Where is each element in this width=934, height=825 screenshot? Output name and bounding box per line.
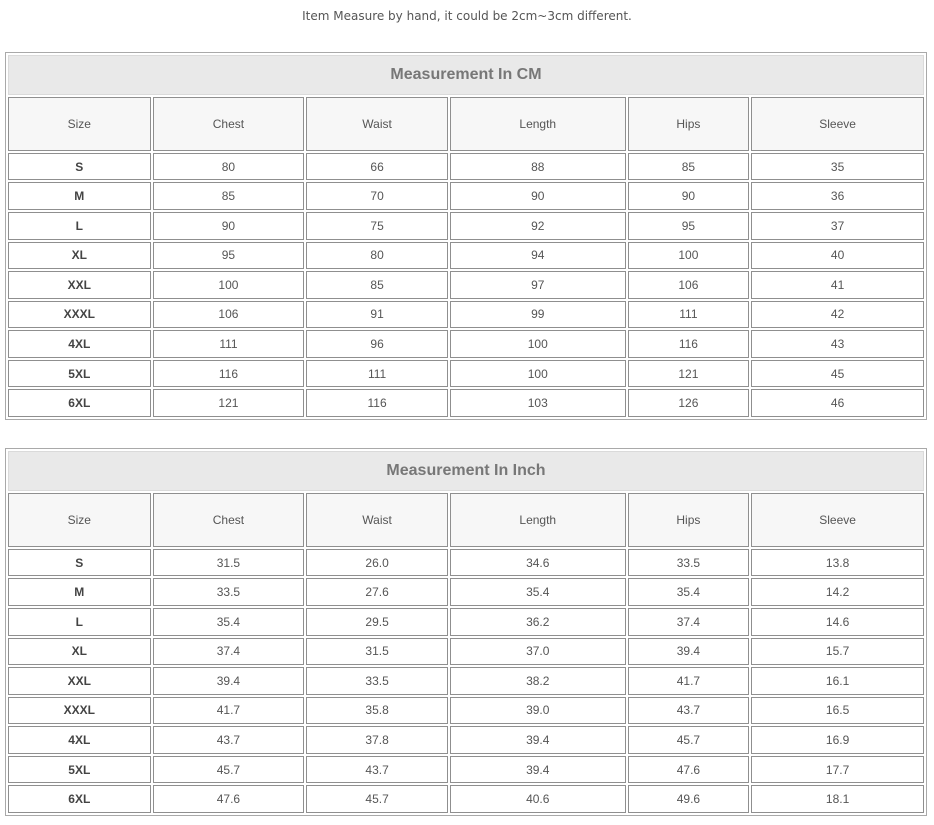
measurement-cell-hips: 106: [628, 271, 750, 299]
size-cell: 4XL: [8, 726, 151, 754]
size-cell: S: [8, 153, 151, 181]
measurement-cell-length: 40.6: [450, 785, 626, 813]
measurement-cell-length: 92: [450, 212, 626, 240]
measurement-cell-length: 99: [450, 301, 626, 329]
measurement-cell-hips: 85: [628, 153, 750, 181]
size-cell: S: [8, 549, 151, 577]
measurement-cell-hips: 116: [628, 330, 750, 358]
measurement-cell-length: 100: [450, 360, 626, 388]
measurement-cell-hips: 100: [628, 242, 750, 270]
measurement-cell-chest: 90: [153, 212, 305, 240]
measurement-cell-chest: 33.5: [153, 578, 305, 606]
column-header-waist: Waist: [306, 493, 448, 547]
size-table-inch: [6, 449, 926, 815]
measurement-cell-waist: 33.5: [306, 667, 448, 695]
measurement-cell-sleeve: 17.7: [751, 756, 924, 784]
measurement-cell-sleeve: 41: [751, 271, 924, 299]
header-row: [8, 97, 924, 151]
measurement-cell-hips: 111: [628, 301, 750, 329]
table-row: [8, 726, 924, 754]
measurement-cell-waist: 45.7: [306, 785, 448, 813]
measurement-cell-waist: 29.5: [306, 608, 448, 636]
size-cell: 5XL: [8, 360, 151, 388]
size-cell: M: [8, 578, 151, 606]
measurement-cell-sleeve: 45: [751, 360, 924, 388]
column-header-chest: Chest: [153, 493, 305, 547]
table-row: [8, 271, 924, 299]
table-title: Measurement In Inch: [8, 451, 924, 491]
measurement-cell-hips: 35.4: [628, 578, 750, 606]
measurement-cell-chest: 41.7: [153, 697, 305, 725]
measurement-cell-hips: 90: [628, 182, 750, 210]
table-row: [8, 182, 924, 210]
measurement-cell-length: 39.4: [450, 756, 626, 784]
column-header-length: Length: [450, 97, 626, 151]
column-header-waist: Waist: [306, 97, 448, 151]
size-cell: 6XL: [8, 785, 151, 813]
measurement-cell-waist: 31.5: [306, 638, 448, 666]
measurement-cell-hips: 47.6: [628, 756, 750, 784]
measurement-cell-chest: 45.7: [153, 756, 305, 784]
measurement-cell-chest: 39.4: [153, 667, 305, 695]
measurement-cell-waist: 35.8: [306, 697, 448, 725]
measurement-cell-chest: 121: [153, 389, 305, 417]
measurement-cell-waist: 43.7: [306, 756, 448, 784]
measurement-cell-chest: 111: [153, 330, 305, 358]
measurement-cell-hips: 39.4: [628, 638, 750, 666]
measurement-cell-sleeve: 42: [751, 301, 924, 329]
measurement-cell-sleeve: 46: [751, 389, 924, 417]
table-row: [8, 638, 924, 666]
measurement-cell-sleeve: 37: [751, 212, 924, 240]
measurement-cell-waist: 75: [306, 212, 448, 240]
measurement-cell-length: 90: [450, 182, 626, 210]
column-header-length: Length: [450, 493, 626, 547]
measurement-cell-waist: 111: [306, 360, 448, 388]
size-cell: 6XL: [8, 389, 151, 417]
measurement-cell-waist: 85: [306, 271, 448, 299]
measurement-cell-waist: 70: [306, 182, 448, 210]
table-row: [8, 756, 924, 784]
measurement-cell-length: 88: [450, 153, 626, 181]
measurement-cell-sleeve: 16.5: [751, 697, 924, 725]
table-row: [8, 608, 924, 636]
measurement-cell-sleeve: 40: [751, 242, 924, 270]
size-cell: L: [8, 212, 151, 240]
measurement-cell-chest: 35.4: [153, 608, 305, 636]
table-row: [8, 153, 924, 181]
size-cell: XL: [8, 242, 151, 270]
measurement-cell-sleeve: 14.2: [751, 578, 924, 606]
table-row: [8, 697, 924, 725]
column-header-chest: Chest: [153, 97, 305, 151]
table-title: Measurement In CM: [8, 55, 924, 95]
measurement-cell-length: 100: [450, 330, 626, 358]
table-body: [8, 549, 924, 813]
measurement-cell-waist: 37.8: [306, 726, 448, 754]
measurement-cell-hips: 37.4: [628, 608, 750, 636]
measurement-cell-chest: 31.5: [153, 549, 305, 577]
measurement-cell-length: 37.0: [450, 638, 626, 666]
measurement-cell-waist: 91: [306, 301, 448, 329]
measurement-cell-sleeve: 16.9: [751, 726, 924, 754]
measurement-cell-length: 39.0: [450, 697, 626, 725]
table-row: [8, 212, 924, 240]
measurement-cell-chest: 47.6: [153, 785, 305, 813]
table-row: [8, 389, 924, 417]
measurement-cell-chest: 85: [153, 182, 305, 210]
table-row: [8, 578, 924, 606]
measurement-cell-hips: 33.5: [628, 549, 750, 577]
size-chart-inch: [5, 448, 927, 816]
measurement-cell-waist: 96: [306, 330, 448, 358]
measurement-cell-length: 36.2: [450, 608, 626, 636]
measurement-cell-sleeve: 35: [751, 153, 924, 181]
table-row: [8, 301, 924, 329]
column-header-size: Size: [8, 493, 151, 547]
table-row: [8, 667, 924, 695]
measurement-cell-chest: 100: [153, 271, 305, 299]
column-header-sleeve: Sleeve: [751, 97, 924, 151]
table-row: [8, 360, 924, 388]
size-table-cm: [6, 53, 926, 419]
measurement-cell-hips: 126: [628, 389, 750, 417]
size-cell: 5XL: [8, 756, 151, 784]
column-header-sleeve: Sleeve: [751, 493, 924, 547]
measurement-cell-sleeve: 36: [751, 182, 924, 210]
measurement-cell-waist: 80: [306, 242, 448, 270]
measurement-cell-length: 39.4: [450, 726, 626, 754]
measurement-cell-sleeve: 16.1: [751, 667, 924, 695]
measurement-note: Item Measure by hand, it could be 2cm~3cm different.: [302, 9, 632, 23]
measurement-cell-sleeve: 15.7: [751, 638, 924, 666]
measurement-cell-sleeve: 18.1: [751, 785, 924, 813]
measurement-cell-hips: 121: [628, 360, 750, 388]
measurement-cell-waist: 66: [306, 153, 448, 181]
size-chart-cm: [5, 52, 927, 420]
table-body: [8, 153, 924, 417]
measurement-cell-length: 103: [450, 389, 626, 417]
header-row: [8, 493, 924, 547]
measurement-cell-length: 94: [450, 242, 626, 270]
measurement-cell-hips: 95: [628, 212, 750, 240]
measurement-cell-length: 97: [450, 271, 626, 299]
measurement-cell-hips: 49.6: [628, 785, 750, 813]
measurement-cell-chest: 80: [153, 153, 305, 181]
table-row: [8, 330, 924, 358]
measurement-cell-chest: 37.4: [153, 638, 305, 666]
measurement-cell-sleeve: 43: [751, 330, 924, 358]
column-header-size: Size: [8, 97, 151, 151]
measurement-cell-hips: 43.7: [628, 697, 750, 725]
size-cell: XL: [8, 638, 151, 666]
measurement-cell-waist: 116: [306, 389, 448, 417]
measurement-cell-length: 34.6: [450, 549, 626, 577]
measurement-cell-waist: 27.6: [306, 578, 448, 606]
measurement-cell-chest: 95: [153, 242, 305, 270]
measurement-cell-sleeve: 13.8: [751, 549, 924, 577]
column-header-hips: Hips: [628, 97, 750, 151]
size-cell: XXL: [8, 271, 151, 299]
table-row: [8, 549, 924, 577]
measurement-cell-hips: 45.7: [628, 726, 750, 754]
measurement-cell-chest: 43.7: [153, 726, 305, 754]
size-cell: XXXL: [8, 301, 151, 329]
size-cell: XXL: [8, 667, 151, 695]
size-cell: 4XL: [8, 330, 151, 358]
table-row: [8, 242, 924, 270]
measurement-cell-waist: 26.0: [306, 549, 448, 577]
table-row: [8, 785, 924, 813]
size-cell: XXXL: [8, 697, 151, 725]
measurement-cell-chest: 116: [153, 360, 305, 388]
measurement-cell-length: 38.2: [450, 667, 626, 695]
measurement-cell-hips: 41.7: [628, 667, 750, 695]
measurement-cell-length: 35.4: [450, 578, 626, 606]
measurement-cell-chest: 106: [153, 301, 305, 329]
size-cell: M: [8, 182, 151, 210]
size-cell: L: [8, 608, 151, 636]
measurement-cell-sleeve: 14.6: [751, 608, 924, 636]
column-header-hips: Hips: [628, 493, 750, 547]
